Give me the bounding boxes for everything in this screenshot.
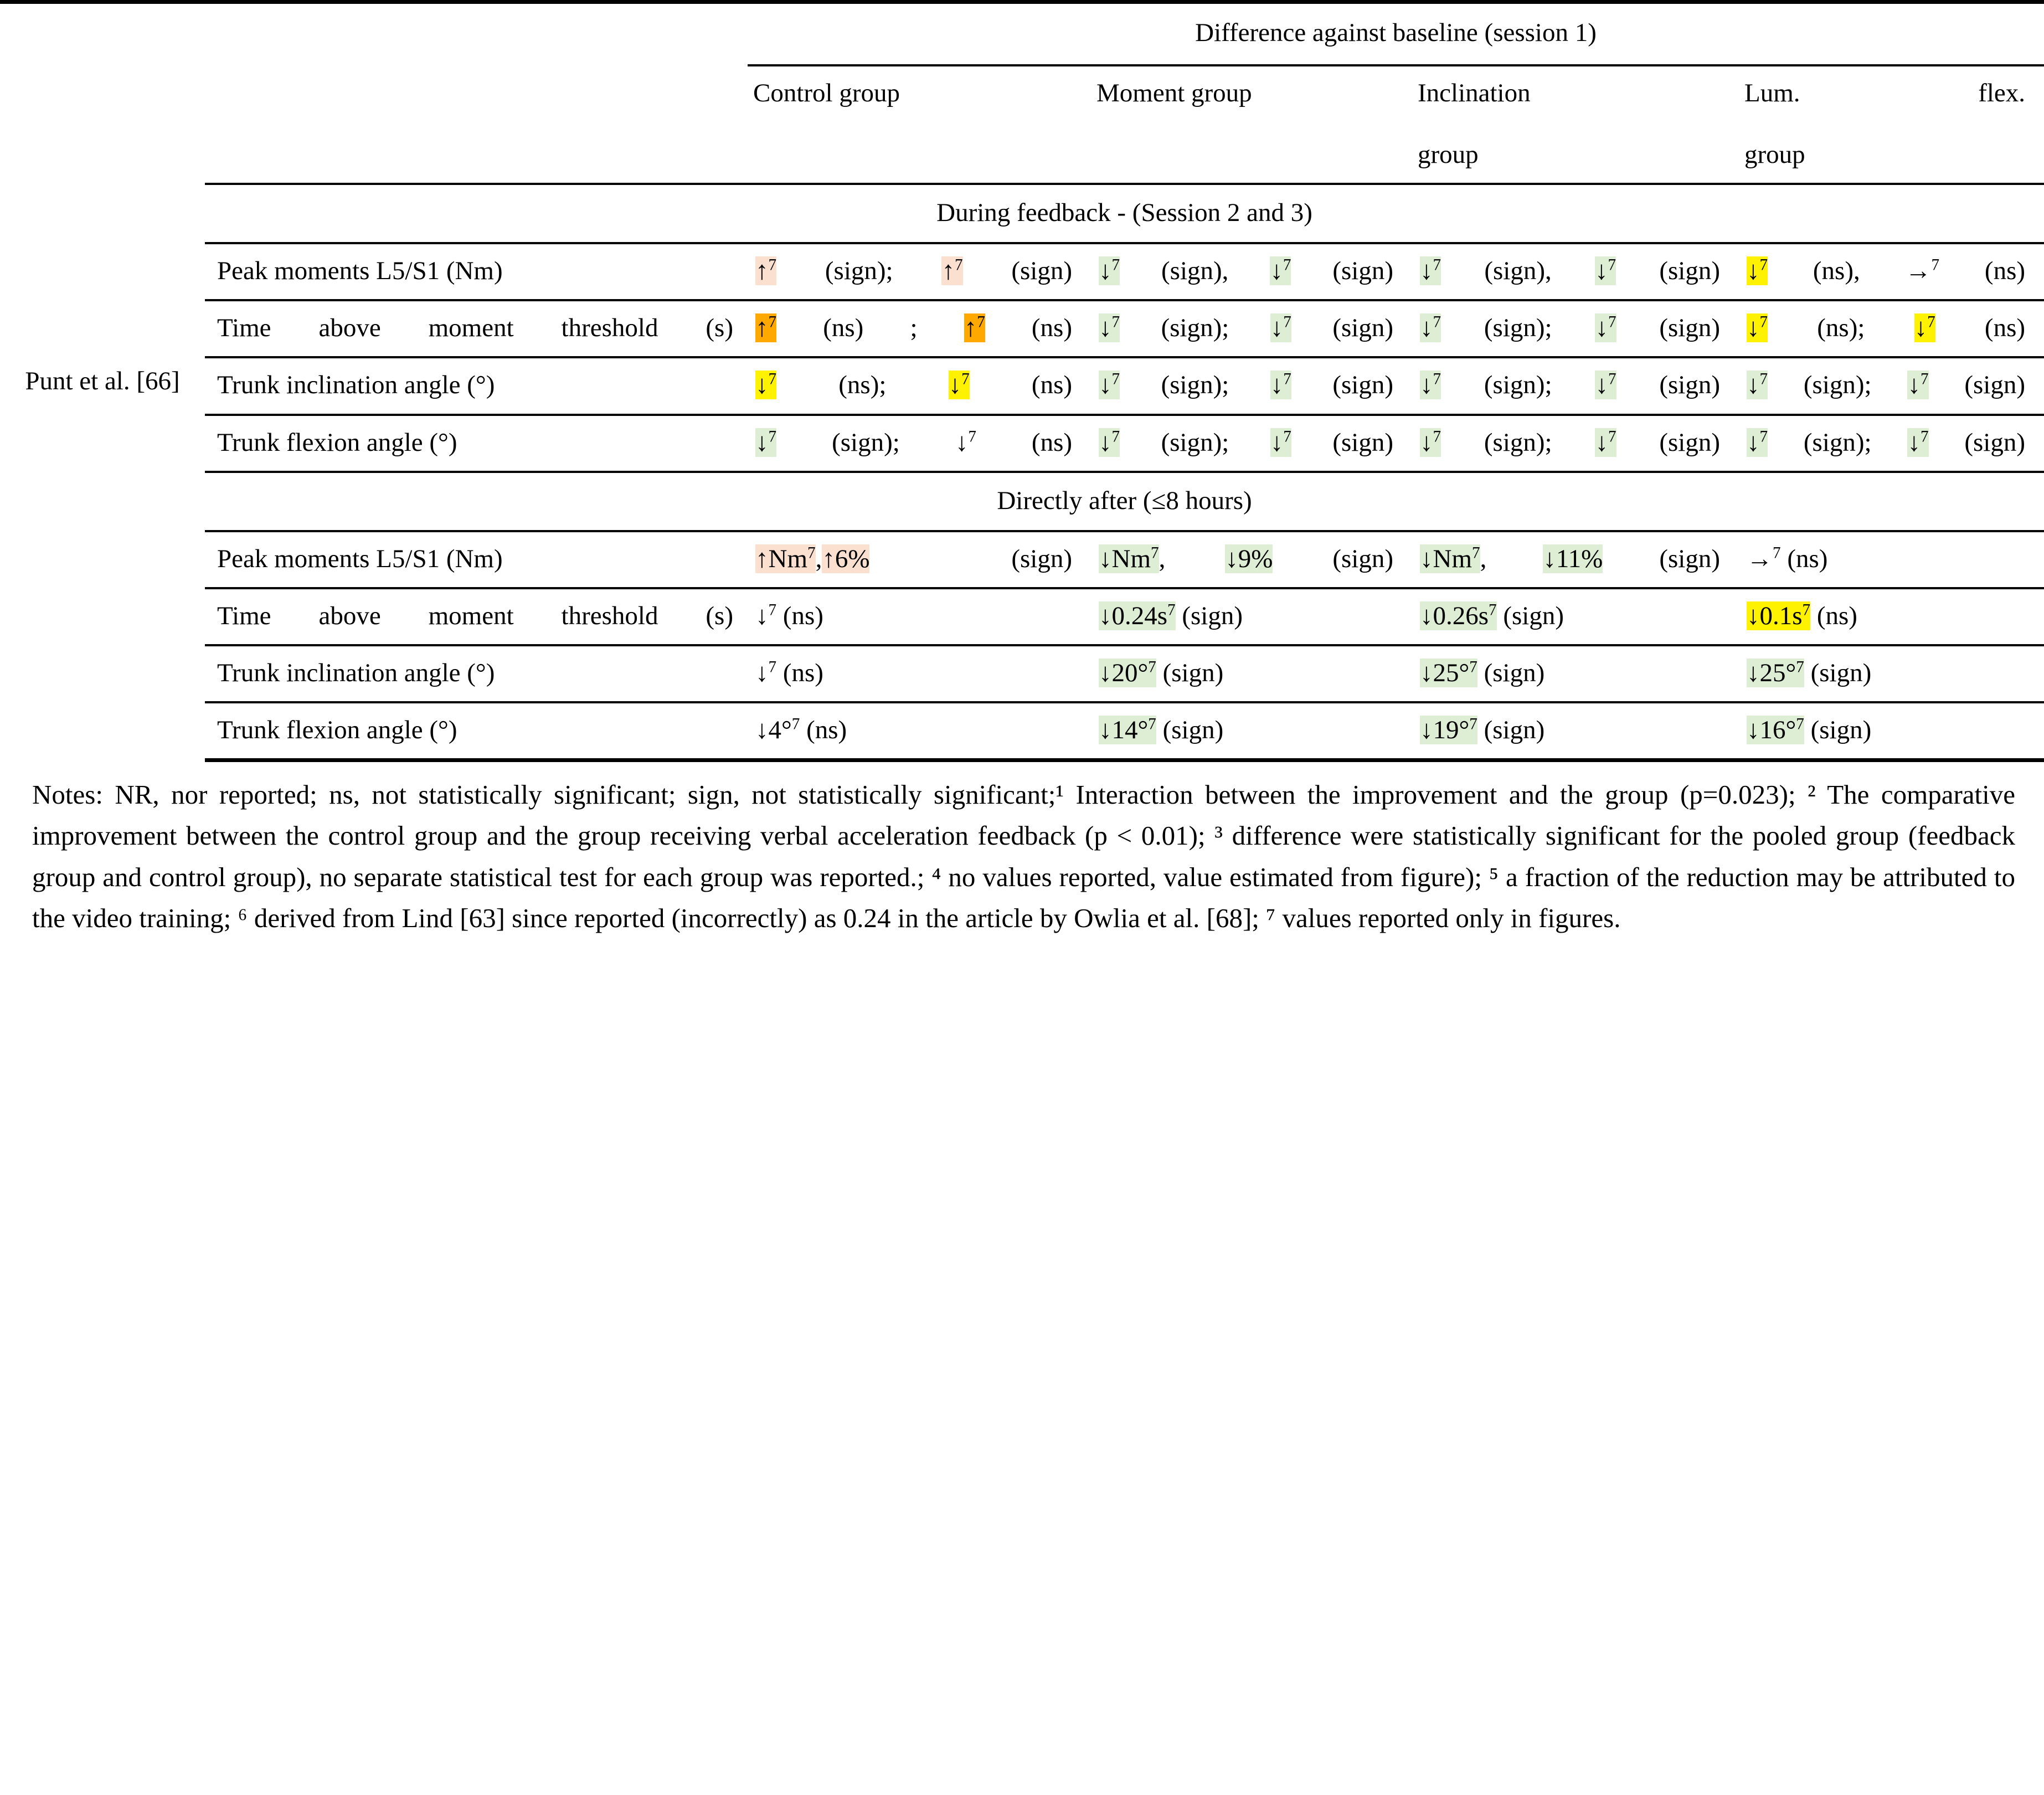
footnote-marker: 7 <box>1802 601 1811 619</box>
cell-inclination-group <box>1412 702 1739 760</box>
highlighted-value: ↓$^7$ <box>948 370 970 400</box>
highlighted-value: ↓$^7$ <box>1270 370 1291 400</box>
value-text: (sign) <box>1291 371 1393 400</box>
value-text: (sign) <box>1603 544 1721 573</box>
highlighted-value: ↓$^7$ <box>1420 370 1441 400</box>
table-row <box>0 702 2044 760</box>
metric-label: Time above moment threshold (s) <box>205 300 748 357</box>
footnote-marker: 7 <box>1283 427 1291 445</box>
highlighted-value: ↓$^7$ <box>1270 427 1291 457</box>
cell-lum-flex-group <box>1739 357 2044 414</box>
value-text: (ns) ; <box>776 313 964 343</box>
highlighted-value: ↓$^7$ <box>1420 256 1441 286</box>
footnote-marker: 7 <box>1148 715 1156 733</box>
value-text: (ns) <box>1939 256 2026 286</box>
footnote-marker: 7 <box>1283 370 1291 388</box>
metric-header-blank <box>205 2 748 66</box>
value-text: ↓$^7$ <box>755 658 777 687</box>
value-text: (sign) <box>1291 428 1393 457</box>
column-header-moment-group: Moment group <box>1091 65 1412 184</box>
cell-lum-flex-group <box>1739 415 2044 472</box>
metric-label: Peak moments L5/S1 (Nm) <box>205 243 748 300</box>
footnote-marker: 7 <box>1283 313 1291 331</box>
highlighted-value: ↓$^7$ <box>1747 370 1768 400</box>
footnote-marker: 7 <box>768 601 777 619</box>
footnote-marker: 7 <box>1469 715 1477 733</box>
super-header-row <box>0 2 2044 66</box>
cell-lum-flex-group <box>1739 531 2044 588</box>
metric-label: Trunk flexion angle (°) <box>205 702 748 760</box>
cell-lum-flex-group <box>1739 300 2044 357</box>
highlighted-value: ↑Nm$^7$ <box>755 544 816 573</box>
value-text: (ns) <box>976 428 1073 457</box>
header-spacer <box>1096 112 1407 159</box>
value-text: (sign) <box>1175 601 1243 630</box>
cell-moment-group <box>1091 645 1412 702</box>
highlighted-value: ↓$^7$ <box>1747 256 1768 286</box>
metric-label: Time above moment threshold (s) <box>205 588 748 645</box>
footnote-marker: 7 <box>768 658 777 676</box>
value-text: , <box>815 544 822 573</box>
cell-inclination-group <box>1412 588 1739 645</box>
footnote-marker: 7 <box>807 544 816 562</box>
highlighted-value: ↓$^7$ <box>1907 427 1929 457</box>
footnote-marker: 7 <box>1472 544 1480 562</box>
metric-label: Trunk inclination angle (°) <box>205 645 748 702</box>
study-label-cell: Punt et al. [66] <box>0 2 205 760</box>
cell-control-group <box>748 243 1091 300</box>
value-text: (sign); <box>1120 371 1270 400</box>
cell-control-group <box>748 702 1091 760</box>
cell-inclination-group <box>1412 531 1739 588</box>
value-text: (ns) <box>776 658 823 687</box>
footnote-marker: 7 <box>1608 427 1616 445</box>
highlighted-value: ↓$^7$ <box>1099 427 1120 457</box>
footnote-marker: 7 <box>1151 544 1159 562</box>
value-text: (sign) <box>1616 371 1721 400</box>
footnote-marker: 7 <box>968 427 976 445</box>
highlighted-value: ↓$^7$ <box>755 370 777 400</box>
highlighted-value: ↑$^7$ <box>964 313 985 343</box>
highlighted-value: $↓0.1s^7$ <box>1747 601 1811 630</box>
footnote-marker: 7 <box>961 370 970 388</box>
footnote-marker: 7 <box>1111 256 1120 274</box>
footnote-marker: 7 <box>1931 256 1940 274</box>
section-header-row <box>0 472 2044 531</box>
table-row <box>0 300 2044 357</box>
cell-inclination-group <box>1412 415 1739 472</box>
cell-moment-group <box>1091 357 1412 414</box>
value-text: (ns) <box>1810 601 1857 630</box>
highlighted-value: ↑6% <box>822 544 870 573</box>
highlighted-value: ↓$^7$ <box>1747 427 1768 457</box>
footnote-marker: 7 <box>1433 256 1441 274</box>
value-text: (sign); <box>1768 428 1908 457</box>
footnote-marker: 7 <box>1608 256 1616 274</box>
value-text: (sign) <box>1273 544 1393 573</box>
value-text: ↓$^7$ <box>755 601 777 630</box>
column-header-line2: group <box>1744 140 1805 169</box>
cell-moment-group <box>1091 702 1412 760</box>
section-header-row <box>0 184 2044 243</box>
highlighted-value: ↓$^7$ <box>1270 313 1291 343</box>
highlighted-value: ↓14°$^7$ <box>1099 715 1156 744</box>
highlighted-value: ↓$^7$ <box>1595 370 1616 400</box>
cell-control-group <box>748 531 1091 588</box>
value-text: (sign) <box>1477 715 1545 744</box>
footnote-marker: 7 <box>1796 715 1804 733</box>
metric-label: Peak moments L5/S1 (Nm) <box>205 531 748 588</box>
footnote-marker: 7 <box>954 256 963 274</box>
value-text: (sign) <box>1477 658 1545 687</box>
column-header-inclination-group: Inclination group <box>1412 65 1739 184</box>
value-text: (sign); <box>1441 371 1595 400</box>
highlighted-value: ↓$^7$ <box>1914 313 1935 343</box>
cell-inclination-group <box>1412 243 1739 300</box>
table-row <box>0 531 2044 588</box>
value-text: (sign), <box>1441 256 1595 286</box>
highlighted-value: ↓25°$^7$ <box>1420 658 1477 687</box>
footnote-marker: 7 <box>1608 313 1616 331</box>
footnote-marker: 7 <box>1608 370 1616 388</box>
cell-control-group <box>748 415 1091 472</box>
highlighted-value: ↓$^7$ <box>755 427 777 457</box>
footnote-marker: 7 <box>1759 256 1768 274</box>
footnote-marker: 7 <box>1167 601 1176 619</box>
column-header-row <box>0 65 2044 184</box>
value-text: (sign); <box>1120 428 1270 457</box>
value-text: (sign) <box>962 256 1073 286</box>
footnote-marker: 7 <box>1111 427 1120 445</box>
value-text: (sign) <box>1804 715 1872 744</box>
value-text: (sign) <box>1616 428 1721 457</box>
value-text: , <box>1480 544 1543 573</box>
highlighted-value: ↓19°$^7$ <box>1420 715 1477 744</box>
value-text: ↓4°$^7$ <box>755 715 800 744</box>
footnote-marker: 7 <box>768 427 777 445</box>
value-text: (sign), <box>1120 256 1270 286</box>
value-text: (ns) <box>1935 313 2026 343</box>
highlighted-value: ↑$^7$ <box>755 313 777 343</box>
highlighted-value: ↓25°$^7$ <box>1747 658 1804 687</box>
footnote-marker: 7 <box>768 370 777 388</box>
highlighted-value: ↓$^7$ <box>1595 427 1616 457</box>
highlighted-value: $↓0.24s^7$ <box>1099 601 1176 630</box>
value-text: (sign) <box>1616 256 1721 286</box>
cell-moment-group <box>1091 531 1412 588</box>
value-text: (ns) <box>985 313 1072 343</box>
table-body <box>0 2 2044 760</box>
cell-inclination-group <box>1412 357 1739 414</box>
value-text: (sign) <box>1291 313 1393 343</box>
value-text: (sign) <box>1156 715 1224 744</box>
cell-inclination-group <box>1412 645 1739 702</box>
value-text: (ns); <box>776 371 949 400</box>
footnote-marker: 7 <box>768 256 777 274</box>
table-notes <box>0 762 2044 939</box>
value-text: (sign) <box>1291 256 1393 286</box>
footnote-marker: 7 <box>1920 370 1929 388</box>
cell-lum-flex-group <box>1739 645 2044 702</box>
value-text: (sign); <box>1768 371 1908 400</box>
column-header-control-group: Control group <box>748 65 1091 184</box>
results-table <box>0 0 2044 762</box>
cell-lum-flex-group <box>1739 588 2044 645</box>
highlighted-value: ↓$^7$ <box>1907 370 1929 400</box>
cell-moment-group <box>1091 588 1412 645</box>
value-text: (sign) <box>1928 428 2026 457</box>
cell-control-group <box>748 588 1091 645</box>
highlighted-value: $↓0.26s^7$ <box>1420 601 1497 630</box>
highlighted-value: ↑$^7$ <box>941 256 963 286</box>
highlighted-value: ↓16°$^7$ <box>1747 715 1804 744</box>
value-text: (sign) <box>1156 658 1224 687</box>
section-title-during-feedback: During feedback - (Session 2 and 3) <box>205 184 2044 243</box>
table-row <box>0 645 2044 702</box>
cell-moment-group <box>1091 415 1412 472</box>
footnote-marker: 7 <box>1148 658 1156 676</box>
highlighted-value: ↓$^7$ <box>1099 256 1120 286</box>
footnote-marker: 7 <box>768 313 777 331</box>
column-header-lum-flex-group: Lum. flex. group <box>1739 65 2044 184</box>
highlighted-value: ↓20°$^7$ <box>1099 658 1156 687</box>
notes-text: NR, nor reported; ns, not statistically significant; sign, not statistically significant;¹ Interaction between the improvement and the group (p=0.023); ² The comparative improvement between the control group and the group receiving verbal acceleration feedback (p < 0.01); ³ difference were statistically significant for the pooled group (feedback group and control group), no separate statistical test for each group was reported.; ⁴ no values reported, value estimated from figure); ⁵ a fraction of the reduction may be attributed to the video training; ⁶ derived from Lind [63] since reported (incorrectly) as 0.24 in the article by Owlia et al. [68]; ⁷ values reported only in figures. <box>32 779 2015 934</box>
value-text: (sign); ↓ <box>776 428 969 457</box>
highlighted-value: ↓9% <box>1225 544 1273 573</box>
metric-label: Trunk flexion angle (°) <box>205 415 748 472</box>
value-text: (sign); <box>1441 428 1595 457</box>
value-text: (sign); <box>1441 313 1595 343</box>
table-row <box>0 243 2044 300</box>
footnote-marker: 7 <box>1469 658 1477 676</box>
highlighted-value: ↓$^7$ <box>1595 256 1616 286</box>
value-text: (ns) <box>800 715 847 744</box>
footnote-marker: 7 <box>1796 658 1804 676</box>
footnote-marker: 7 <box>1433 427 1441 445</box>
highlighted-value: ↓Nm$^7$ <box>1420 544 1480 573</box>
footnote-marker: 7 <box>1111 313 1120 331</box>
highlighted-value: ↓11% <box>1543 544 1603 573</box>
highlighted-value: ↓Nm$^7$ <box>1099 544 1159 573</box>
value-text: (sign) <box>1928 371 2026 400</box>
highlighted-value: ↓$^7$ <box>1420 313 1441 343</box>
footnote-marker: 7 <box>791 715 800 733</box>
value-text: , <box>1159 544 1226 573</box>
value-text: →$^7$ <box>1747 544 1781 573</box>
value-text: (ns) <box>1780 544 1828 573</box>
value-text: (sign); <box>1120 313 1270 343</box>
highlighted-value: ↓$^7$ <box>1420 427 1441 457</box>
footnote-marker: 7 <box>1759 427 1768 445</box>
metric-label: Trunk inclination angle (°) <box>205 357 748 414</box>
super-header-difference-against-baseline: Difference against baseline (session 1) <box>748 2 2044 66</box>
footnote-marker: 7 <box>1759 313 1768 331</box>
value-text: (sign) <box>869 544 1072 573</box>
table-row <box>0 357 2044 414</box>
cell-moment-group <box>1091 243 1412 300</box>
value-text: (ns) <box>776 601 823 630</box>
value-text: (sign) <box>1804 658 1872 687</box>
highlighted-value: ↓$^7$ <box>1595 313 1616 343</box>
header-spacer <box>753 112 1085 159</box>
table-row <box>0 588 2044 645</box>
value-text: (sign) <box>1496 601 1564 630</box>
footnote-marker: 7 <box>1927 313 1935 331</box>
cell-control-group <box>748 645 1091 702</box>
footnote-marker: 7 <box>977 313 985 331</box>
footnote-marker: 7 <box>1111 370 1120 388</box>
highlighted-value: ↓$^7$ <box>1270 256 1291 286</box>
highlighted-value: ↑$^7$ <box>755 256 777 286</box>
cell-moment-group <box>1091 300 1412 357</box>
value-text: (sign) <box>1616 313 1721 343</box>
cell-inclination-group <box>1412 300 1739 357</box>
table-row <box>0 415 2044 472</box>
highlighted-value: ↓$^7$ <box>1747 313 1768 343</box>
footnote-marker: 7 <box>1283 256 1291 274</box>
footnote-marker: 7 <box>1433 313 1441 331</box>
highlighted-value: ↓$^7$ <box>1099 370 1120 400</box>
value-text: (ns) <box>969 371 1073 400</box>
footnote-marker: 7 <box>1759 370 1768 388</box>
footnote-marker: 7 <box>1773 544 1781 562</box>
cell-lum-flex-group <box>1739 702 2044 760</box>
value-text: (sign); <box>776 256 942 286</box>
footnote-marker: 7 <box>1920 427 1929 445</box>
notes-label: Notes: <box>32 779 103 810</box>
column-header-line2: group <box>1418 140 1479 169</box>
section-title-directly-after: Directly after (≤8 hours) <box>205 472 2044 531</box>
metric-column-header <box>205 65 748 184</box>
value-text <box>968 428 976 457</box>
footnote-marker: 7 <box>1433 370 1441 388</box>
value-text <box>1932 256 1940 285</box>
cell-lum-flex-group <box>1739 243 2044 300</box>
cell-control-group <box>748 300 1091 357</box>
value-text: (ns); <box>1768 313 1914 343</box>
value-text: (ns), → <box>1768 256 1932 286</box>
highlighted-value: ↓$^7$ <box>1099 313 1120 343</box>
footnote-marker: 7 <box>1489 601 1497 619</box>
cell-control-group <box>748 357 1091 414</box>
